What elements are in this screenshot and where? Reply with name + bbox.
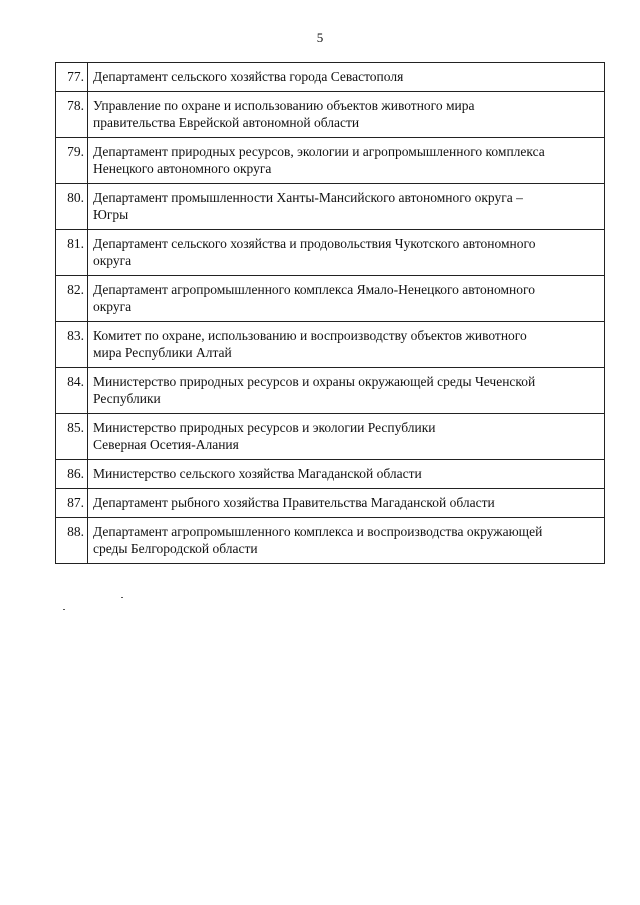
agency-name-line: округа xyxy=(93,253,132,268)
table-row xyxy=(56,322,605,368)
row-number: 87. xyxy=(56,489,88,518)
agency-name-line: Департамент агропромышленного комплекса и воспроизводства окружающей xyxy=(93,524,543,539)
table-row xyxy=(56,63,605,92)
table-row xyxy=(56,138,605,184)
agency-name-line: правительства Еврейской автономной области xyxy=(93,115,360,130)
row-number: 88. xyxy=(56,518,88,564)
agency-name-line: Департамент сельского хозяйства города Севастополя xyxy=(93,69,404,84)
table-row xyxy=(56,489,605,518)
row-number: 82. xyxy=(56,276,88,322)
agency-name xyxy=(88,460,605,489)
table-row xyxy=(56,184,605,230)
agency-name-line: мира Республики Алтай xyxy=(93,345,232,360)
scan-speck xyxy=(63,609,65,610)
agency-name-line: Республики xyxy=(93,391,161,406)
agency-name-line: округа xyxy=(93,299,132,314)
table-row xyxy=(56,460,605,489)
agency-name-line: Югры xyxy=(93,207,129,222)
agency-name xyxy=(88,518,605,564)
agency-name-line: Департамент природных ресурсов, экологии и агропромышленного комплекса xyxy=(93,144,545,159)
row-number: 78. xyxy=(56,92,88,138)
page-number: 5 xyxy=(316,30,324,45)
agency-table xyxy=(55,62,605,564)
row-number: 81. xyxy=(56,230,88,276)
agency-name xyxy=(88,138,605,184)
row-number: 84. xyxy=(56,368,88,414)
agency-name-line: Северная Осетия-Алания xyxy=(93,437,239,452)
agency-name-line: Департамент сельского хозяйства и продовольствия Чукотского автономного xyxy=(93,236,536,251)
agency-name-line: Комитет по охране, использованию и воспроизводству объектов животного xyxy=(93,328,527,343)
table-row xyxy=(56,414,605,460)
agency-name-line: Министерство сельского хозяйства Магаданской области xyxy=(93,466,422,481)
agency-name xyxy=(88,368,605,414)
agency-name-line: Департамент агропромышленного комплекса Ямало-Ненецкого автономного xyxy=(93,282,535,297)
row-number: 77. xyxy=(56,63,88,92)
table-row xyxy=(56,368,605,414)
agency-name xyxy=(88,322,605,368)
row-number: 80. xyxy=(56,184,88,230)
row-number: 79. xyxy=(56,138,88,184)
row-number: 83. xyxy=(56,322,88,368)
table-row xyxy=(56,92,605,138)
agency-name-line: Министерство природных ресурсов и охраны окружающей среды Чеченской xyxy=(93,374,536,389)
agency-name xyxy=(88,184,605,230)
agency-name xyxy=(88,92,605,138)
row-number: 86. xyxy=(56,460,88,489)
agency-name xyxy=(88,230,605,276)
scan-speck xyxy=(121,597,123,598)
agency-name xyxy=(88,489,605,518)
table-row xyxy=(56,276,605,322)
table-row xyxy=(56,230,605,276)
agency-name-line: среды Белгородской области xyxy=(93,541,258,556)
table-row xyxy=(56,518,605,564)
agency-name xyxy=(88,414,605,460)
agency-name-line: Департамент рыбного хозяйства Правительства Магаданской области xyxy=(93,495,495,510)
row-number: 85. xyxy=(56,414,88,460)
agency-name xyxy=(88,63,605,92)
agency-name-line: Министерство природных ресурсов и экологии Республики xyxy=(93,420,436,435)
agency-name xyxy=(88,276,605,322)
agency-name-line: Ненецкого автономного округа xyxy=(93,161,272,176)
agency-name-line: Управление по охране и использованию объектов животного мира xyxy=(93,98,475,113)
agency-name-line: Департамент промышленности Ханты-Мансийского автономного округа – xyxy=(93,190,523,205)
